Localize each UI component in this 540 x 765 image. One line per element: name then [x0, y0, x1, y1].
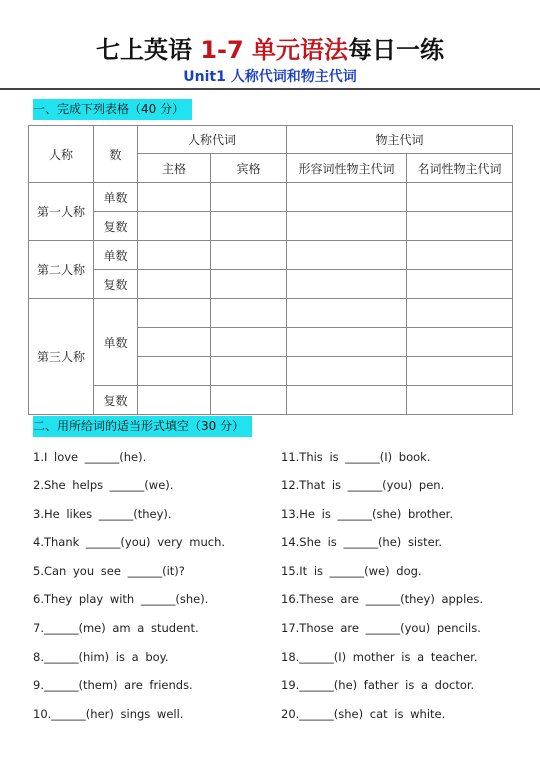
header-adj-possessive: 形容词性物主代词 [287, 154, 407, 183]
header-subject: 主格 [138, 154, 211, 183]
header-number: 数 [94, 126, 138, 183]
blank-cell[interactable] [407, 241, 513, 270]
blank-cell[interactable] [287, 212, 407, 241]
blank-cell[interactable] [211, 183, 287, 212]
title-highlight: 1-7 单元语法 [200, 36, 349, 64]
blank-cell[interactable] [287, 357, 407, 386]
exercise-item: 14.She is ______(he) sister. [281, 535, 443, 549]
blank-cell[interactable] [138, 270, 211, 299]
exercise-item: 11.This is ______(I) book. [281, 450, 431, 464]
row-first-person: 第一人称 [29, 183, 94, 241]
page-title [0, 30, 540, 65]
blank-cell[interactable] [407, 357, 513, 386]
blank-cell[interactable] [138, 241, 211, 270]
blank-cell[interactable] [211, 212, 287, 241]
blank-cell[interactable] [138, 357, 211, 386]
section1-heading: 一、完成下列表格（40 分） [33, 99, 192, 120]
blank-cell[interactable] [138, 183, 211, 212]
row-singular: 单数 [94, 183, 138, 212]
row-plural: 复数 [94, 212, 138, 241]
blank-cell[interactable] [287, 183, 407, 212]
blank-cell[interactable] [407, 328, 513, 357]
blank-cell[interactable] [211, 328, 287, 357]
blank-cell[interactable] [211, 357, 287, 386]
pronoun-table [28, 125, 513, 415]
blank-cell[interactable] [138, 299, 211, 328]
blank-cell[interactable] [407, 299, 513, 328]
blank-cell[interactable] [407, 212, 513, 241]
blank-cell[interactable] [287, 270, 407, 299]
section2-heading: 二、用所给词的适当形式填空（30 分） [33, 416, 252, 437]
row-third-person: 第三人称 [29, 299, 94, 415]
blank-cell[interactable] [211, 299, 287, 328]
row-plural: 复数 [94, 386, 138, 415]
blank-cell[interactable] [138, 328, 211, 357]
blank-cell[interactable] [211, 270, 287, 299]
blank-cell[interactable] [211, 241, 287, 270]
table-row [29, 270, 513, 299]
header-noun-possessive: 名词性物主代词 [407, 154, 513, 183]
blank-cell[interactable] [287, 299, 407, 328]
row-singular: 单数 [94, 299, 138, 386]
exercise-item: 2.She helps ______(we). [33, 478, 174, 492]
blank-cell[interactable] [287, 386, 407, 415]
table-row [29, 212, 513, 241]
blank-cell[interactable] [138, 212, 211, 241]
exercise-item: 7.______(me) am a student. [33, 621, 199, 635]
row-plural: 复数 [94, 270, 138, 299]
exercise-item: 3.He likes ______(they). [33, 507, 172, 521]
row-singular: 单数 [94, 241, 138, 270]
exercise-item: 18.______(I) mother is a teacher. [281, 650, 478, 664]
row-second-person: 第二人称 [29, 241, 94, 299]
table-header-row [29, 126, 513, 154]
blank-cell[interactable] [138, 386, 211, 415]
header-object: 宾格 [211, 154, 287, 183]
table-row [29, 386, 513, 415]
blank-cell[interactable] [407, 183, 513, 212]
exercise-item: 19.______(he) father is a doctor. [281, 678, 475, 692]
blank-cell[interactable] [407, 270, 513, 299]
table-row [29, 299, 513, 328]
header-personal-pronoun: 人称代词 [138, 126, 287, 154]
exercise-item: 20.______(she) cat is white. [281, 707, 446, 721]
title-suffix: 每日一练 [348, 36, 445, 64]
table-row [29, 241, 513, 270]
title-divider [0, 88, 540, 90]
blank-cell[interactable] [407, 386, 513, 415]
exercise-item: 1.I love ______(he). [33, 450, 147, 464]
table-row [29, 183, 513, 212]
title-prefix: 七上英语 [95, 36, 201, 64]
blank-cell[interactable] [287, 328, 407, 357]
header-person: 人称 [29, 126, 94, 183]
exercise-item: 13.He is ______(she) brother. [281, 507, 454, 521]
blank-cell[interactable] [211, 386, 287, 415]
exercise-item: 6.They play with ______(she). [33, 592, 209, 606]
exercise-item: 16.These are ______(they) apples. [281, 592, 484, 606]
exercise-item: 17.Those are ______(you) pencils. [281, 621, 481, 635]
exercise-item: 5.Can you see ______(it)? [33, 564, 185, 578]
exercise-item: 8.______(him) is a boy. [33, 650, 169, 664]
exercise-item: 9.______(them) are friends. [33, 678, 193, 692]
exercise-item: 15.It is ______(we) dog. [281, 564, 422, 578]
exercise-item: 10.______(her) sings well. [33, 707, 184, 721]
exercise-item: 12.That is ______(you) pen. [281, 478, 445, 492]
blank-cell[interactable] [287, 241, 407, 270]
exercise-item: 4.Thank ______(you) very much. [33, 535, 226, 549]
header-possessive-pronoun: 物主代词 [287, 126, 513, 154]
page-subtitle: Unit1 人称代词和物主代词 [183, 69, 357, 85]
